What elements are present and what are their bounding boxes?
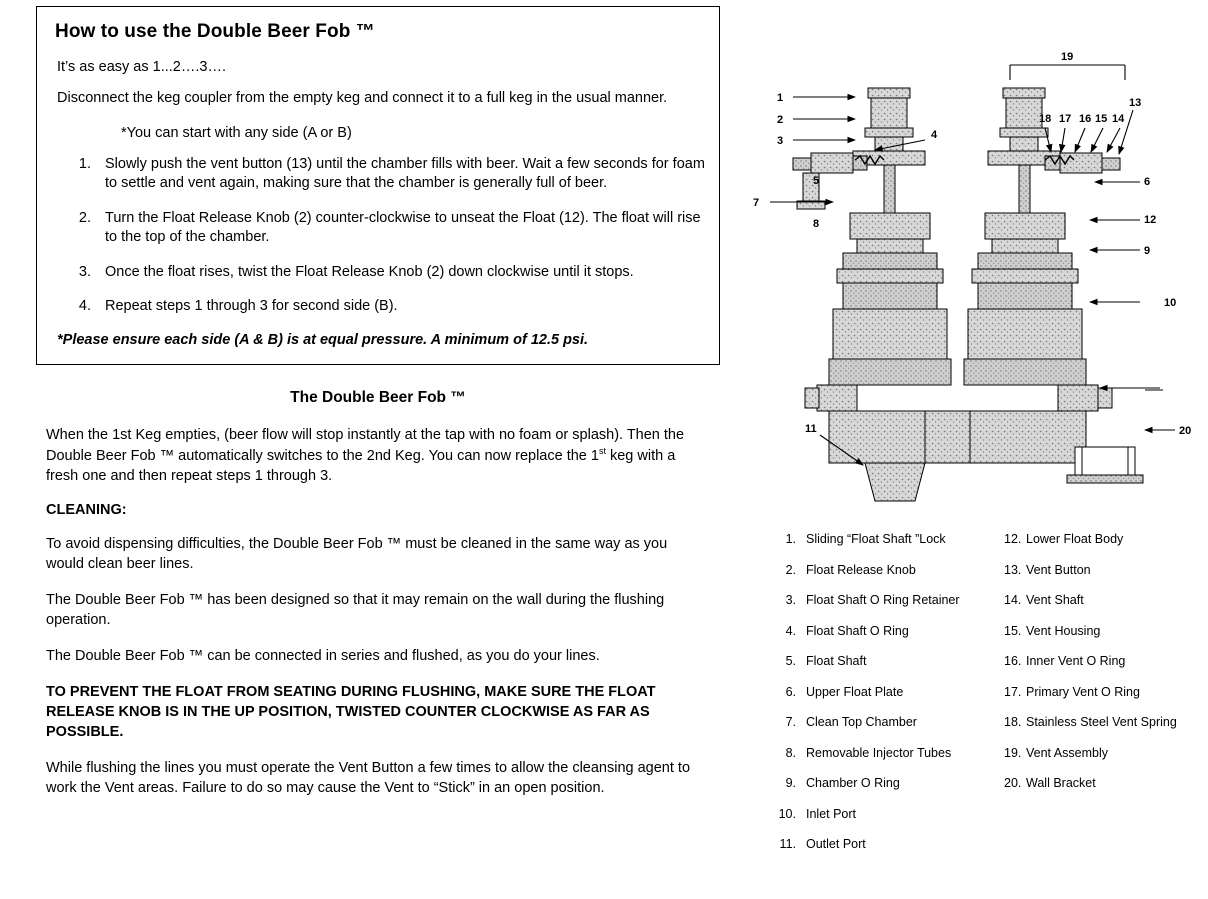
part-number: 7. bbox=[785, 715, 796, 729]
instructions-note: *You can start with any side (A or B) bbox=[121, 124, 352, 141]
exploded-diagram bbox=[745, 40, 1195, 520]
part-number: 11. bbox=[779, 837, 796, 851]
svg-text:15: 15 bbox=[1095, 113, 1108, 125]
part-number: 17. bbox=[1004, 684, 1022, 699]
svg-text:19: 19 bbox=[1061, 51, 1074, 63]
part-number: 9. bbox=[785, 776, 796, 790]
part-label: Float Shaft O Ring bbox=[806, 623, 909, 638]
list-item bbox=[776, 624, 996, 638]
svg-text:6: 6 bbox=[1144, 176, 1151, 188]
part-number: 3. bbox=[785, 593, 796, 607]
part-number: 15. bbox=[1004, 623, 1022, 638]
article-paragraph-3: The Double Beer Fob ™ has been designed so that it may remain on the wall during the flushing operation. bbox=[46, 591, 665, 628]
part-number: 19. bbox=[1004, 745, 1022, 760]
svg-text:18: 18 bbox=[1039, 113, 1052, 125]
parts-list-column-2 bbox=[1004, 532, 1204, 807]
svg-text:16: 16 bbox=[1079, 113, 1092, 125]
svg-text:10: 10 bbox=[1164, 297, 1177, 309]
part-label: Vent Housing bbox=[1026, 623, 1101, 638]
instructions-intro: It’s as easy as 1...2….3…. bbox=[57, 59, 226, 75]
part-number: 16. bbox=[1004, 654, 1022, 668]
instructions-warning: *Please ensure each side (A & B) is at equal pressure. A minimum of 12.5 psi. bbox=[57, 331, 589, 348]
part-label: Sliding “Float Shaft ”Lock bbox=[806, 532, 946, 546]
part-label: Float Release Knob bbox=[806, 562, 916, 577]
list-item bbox=[776, 685, 996, 699]
list-item bbox=[776, 746, 996, 760]
instructions-box bbox=[36, 6, 720, 365]
ordinal-suffix: st bbox=[598, 445, 606, 456]
part-label: Chamber O Ring bbox=[806, 776, 900, 790]
part-label: Float Shaft O Ring Retainer bbox=[806, 593, 960, 607]
part-number: 14. bbox=[1004, 593, 1022, 607]
part-number: 12. bbox=[1004, 532, 1022, 546]
svg-text:8: 8 bbox=[813, 218, 820, 230]
instructions-title: How to use the Double Beer Fob ™ bbox=[55, 21, 375, 42]
article-paragraph-1-part-a: When the 1st Keg empties, (beer flow will stop instantly at the tap with no foam or splash). Then the Double Beer Fob ™ automatically switches to the 2nd Keg. You can now replace the 1 bbox=[46, 426, 685, 464]
article-title: The Double Beer Fob ™ bbox=[290, 388, 466, 406]
part-number: 5. bbox=[785, 654, 796, 668]
list-item bbox=[776, 776, 996, 790]
list-item bbox=[776, 807, 996, 821]
svg-text:3: 3 bbox=[777, 135, 784, 147]
part-label: Upper Float Plate bbox=[806, 684, 904, 699]
svg-text:12: 12 bbox=[1144, 214, 1157, 226]
part-label: Vent Shaft bbox=[1026, 593, 1084, 607]
article-paragraph-1-part-b: keg with a fresh one and then repeat steps 1 through 3. bbox=[46, 447, 676, 484]
svg-text:2: 2 bbox=[777, 114, 784, 126]
svg-text:11: 11 bbox=[805, 423, 817, 435]
list-item bbox=[776, 715, 996, 729]
svg-text:4: 4 bbox=[931, 129, 938, 141]
part-label: Wall Bracket bbox=[1026, 776, 1096, 790]
svg-text:9: 9 bbox=[1144, 245, 1151, 257]
part-number: 10. bbox=[778, 806, 796, 821]
part-label: Vent Assembly bbox=[1026, 745, 1108, 760]
part-number: 18. bbox=[1004, 715, 1022, 729]
parts-list-column-1 bbox=[776, 532, 996, 868]
cleaning-heading: CLEANING: bbox=[46, 501, 127, 518]
article-paragraph-2: To avoid dispensing difficulties, the Double Beer Fob ™ must be cleaned in the same way as you would clean beer lines. bbox=[46, 535, 668, 572]
svg-text:17: 17 bbox=[1059, 113, 1072, 125]
article-paragraph-5: While flushing the lines you must operate the Vent Button a few times to allow the cleansing agent to work the Vent areas. Failure to do so may cause the Vent to “Stick” in an open position. bbox=[46, 759, 691, 796]
list-item: 4. Repeat steps 1 through 3 for second side (B). bbox=[95, 297, 705, 317]
part-label: Outlet Port bbox=[806, 837, 866, 851]
part-label: Lower Float Body bbox=[1026, 532, 1124, 546]
list-item bbox=[1004, 685, 1204, 699]
part-number: 6. bbox=[785, 684, 796, 699]
list-item: 3. Once the float rises, twist the Float Release Knob (2) down clockwise until it stops. bbox=[95, 263, 705, 283]
list-item bbox=[1004, 776, 1204, 790]
svg-text:14: 14 bbox=[1112, 113, 1125, 125]
list-item bbox=[776, 532, 996, 546]
list-item bbox=[776, 837, 996, 851]
part-number: 1. bbox=[785, 532, 796, 546]
article-paragraph-4: The Double Beer Fob ™ can be connected in series and flushed, as you do your lines. bbox=[46, 647, 600, 664]
list-item: 2. Turn the Float Release Knob (2) counter-clockwise to unseat the Float (12). The float will rise to the top of the chamber. bbox=[95, 209, 705, 248]
article-paragraph-1 bbox=[46, 425, 694, 486]
list-item bbox=[1004, 715, 1204, 729]
beer-fob-technical-drawing bbox=[745, 40, 1195, 520]
instructions-paragraph: Disconnect the keg coupler from the empty keg and connect it to a full keg in the usual manner. bbox=[57, 90, 668, 106]
diagram-column bbox=[745, 40, 1195, 520]
list-item bbox=[1004, 624, 1204, 638]
left-column bbox=[36, 6, 720, 814]
part-number: 2. bbox=[785, 562, 796, 577]
part-number: 20. bbox=[1004, 776, 1022, 790]
part-label: Primary Vent O Ring bbox=[1026, 684, 1140, 699]
list-item bbox=[776, 654, 996, 668]
part-label: Removable Injector Tubes bbox=[806, 745, 952, 760]
part-number: 13. bbox=[1004, 562, 1022, 577]
part-label: Float Shaft bbox=[806, 654, 867, 668]
list-item bbox=[1004, 563, 1204, 577]
list-item bbox=[776, 593, 996, 607]
part-label: Stainless Steel Vent Spring bbox=[1026, 715, 1177, 729]
list-item bbox=[1004, 593, 1204, 607]
part-label: Clean Top Chamber bbox=[806, 715, 917, 729]
part-label: Inner Vent O Ring bbox=[1026, 654, 1126, 668]
list-item bbox=[1004, 654, 1204, 668]
svg-text:13: 13 bbox=[1129, 97, 1142, 109]
list-item bbox=[1004, 746, 1204, 760]
instructions-step-list bbox=[51, 155, 705, 317]
flushing-warning: TO PREVENT THE FLOAT FROM SEATING DURING FLUSHING, MAKE SURE THE FLOAT RELEASE KNOB IS IN THE UP POSITION, TWISTED COUNTER CLOCKWISE AS FAR AS POSSIBLE. bbox=[46, 683, 656, 740]
svg-text:1: 1 bbox=[777, 92, 784, 104]
list-item bbox=[776, 563, 996, 577]
svg-text:5: 5 bbox=[813, 175, 820, 187]
part-number: 4. bbox=[785, 623, 796, 638]
list-item bbox=[1004, 532, 1204, 546]
part-number: 8. bbox=[785, 745, 796, 760]
list-item: 1. Slowly push the vent button (13) until the chamber fills with beer. Wait a few seconds for foam to settle and vent again, making sure that the chamber is generally full of beer. bbox=[95, 155, 705, 194]
part-label: Vent Button bbox=[1026, 562, 1091, 577]
part-label: Inlet Port bbox=[806, 806, 857, 821]
svg-text:20: 20 bbox=[1179, 425, 1192, 437]
svg-text:7: 7 bbox=[753, 197, 760, 209]
